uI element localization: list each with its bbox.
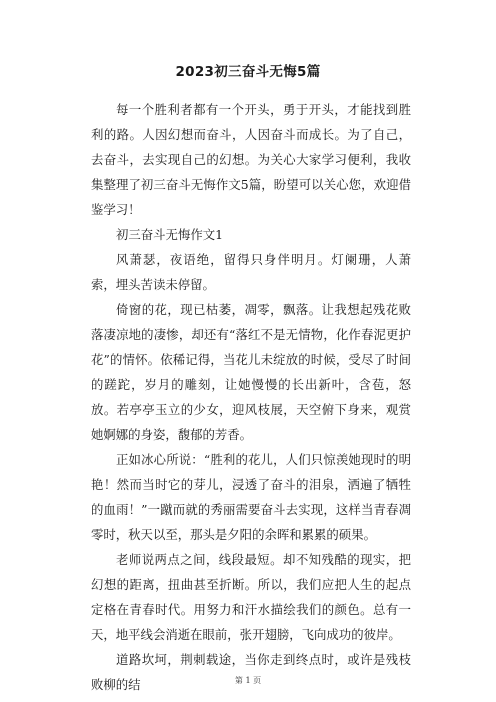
document-title: 2023初三奋斗无悔5篇 [175,64,321,80]
essay-heading: 初三奋斗无悔作文1 [116,227,224,242]
page-number: 第 1 页 [234,676,262,685]
paragraph: 风萧瑟，夜语绝，留得只身伴明月。灯阑珊，人萧索，埋头苦读未停留。 [91,252,411,292]
paragraph: 老师说两点之间，线段最短。却不知残酷的现实，把幻想的距离，扭曲甚至折断。所以，我们应把人生的起点定格在青春时代。用努力和汗水描绘我们的颜色。总有一天，地平线会消逝在眼前，张开翅膀，飞向成功的彼岸。 [91,552,411,642]
document-body [91,97,411,697]
paragraph: 倚窗的花，现已枯萎，凋零，飘落。让我想起残花败落凄凉地的凄惨，却还有“落红不是无情物，化作春泥更护花”的情怀。依稀记得，当花儿未绽放的时候，受尽了时间的蹉跎，岁月的雕刻，让她慢慢的长出新叶，含苞，怒放。若亭亭玉立的少女，迎风枝展，天空俯下身来，观赏她婀娜的身姿，馥郁的芳香。 [91,302,411,442]
paragraph: 道路坎坷，荆刺载途，当你走到终点时，或许是残枝败柳的结 [91,652,411,692]
paragraph-intro: 每一个胜利者都有一个开头，勇于开头，才能找到胜利的路。人因幻想而奋斗，人因奋斗而成长。为了自己，去奋斗，去实现自己的幻想。为关心大家学习便利，我收集整理了初三奋斗无悔作文5篇，盼望可以关心您，欢迎借鉴学习！ [91,102,411,217]
paragraph: 正如冰心所说：“胜利的花儿，人们只惊羡她现时的明艳！然而当时它的芽儿，浸透了奋斗的泪泉，洒遍了牺牲的血雨！”一蹴而就的秀丽需要奋斗去实现，这样当青春凋零时，秋天以至，那头是夕阳的余晖和累累的硕果。 [91,452,411,542]
